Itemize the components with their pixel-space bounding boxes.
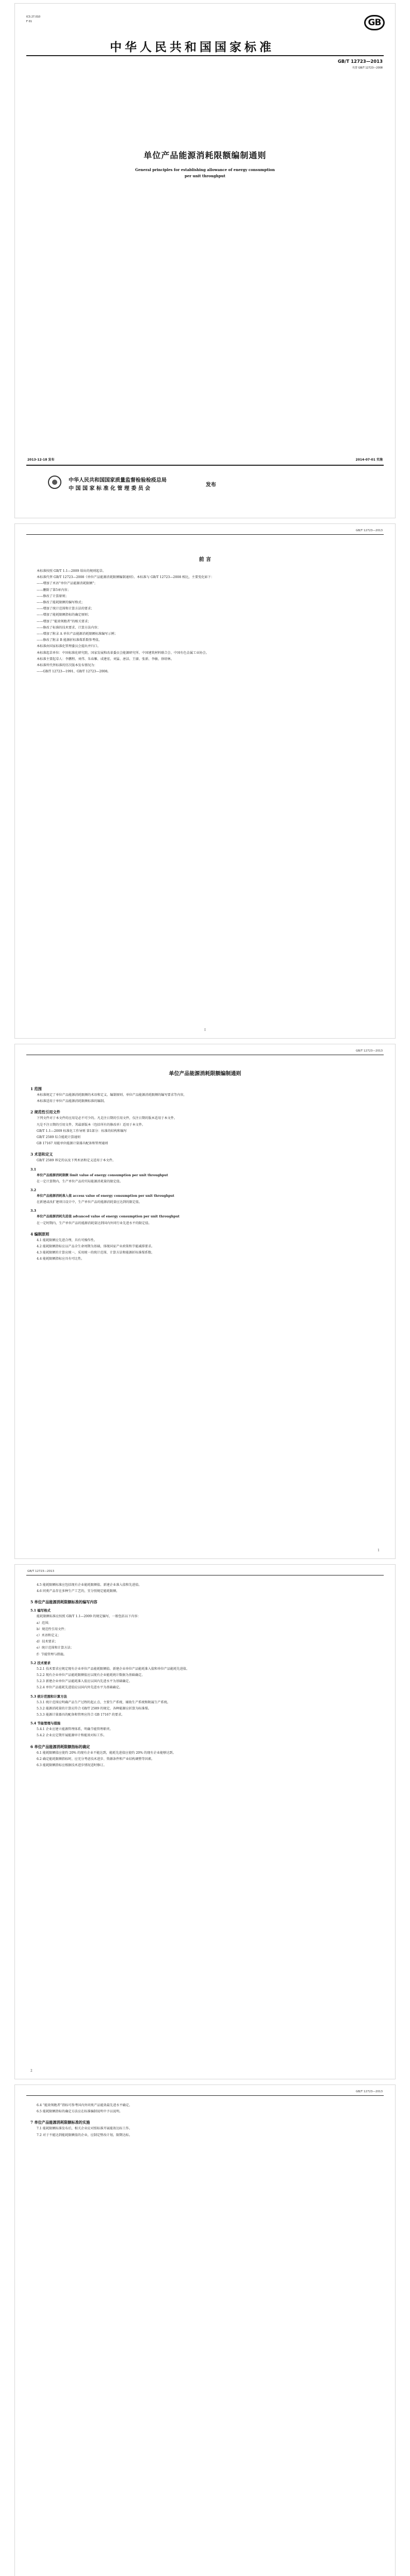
clause: 5.2.1 技术要求应规定现有企业单位产品能耗限额值、新建企业单位产品能耗准入值和单位产品能耗先进值。 xyxy=(37,1667,190,1671)
title-en-1: General principles for establishing allowance of energy consumption xyxy=(135,167,275,172)
reference: GB 17167 用能单位能源计量器具配备和管理通则 xyxy=(37,1142,108,1146)
term-name: 单位产品能源消耗限额 limit value of energy consumption per unit throughput xyxy=(37,1173,168,1177)
section-1-heading: 1 范围 xyxy=(30,1087,42,1091)
preface-list-item: ——增加了能耗限额指标的确定原则； xyxy=(37,613,91,617)
cover-bottom-rule xyxy=(26,465,384,466)
section-2-heading: 2 规范性引用文件 xyxy=(30,1110,60,1115)
preface-paragraph: 本标准代替 GB/T 12723—2008《单位产品能源消耗限额编制通则》。本标准与 GB/T 12723—2008 相比，主要变化如下： xyxy=(37,575,215,580)
paragraph: 本标准适用于单位产品能源消耗限额标准的编制。 xyxy=(37,1099,107,1104)
paragraph: 凡是不注日期的引用文件，其最新版本（包括所有的修改单）适用于本文件。 xyxy=(37,1123,145,1127)
preface-list-item: ——增加了术语“单位产品能源消耗限额”； xyxy=(37,582,97,586)
body-page-2 xyxy=(14,1564,396,2079)
header-rule xyxy=(26,2095,384,2096)
page-header: GB/T 12723—2013 xyxy=(27,1570,54,1573)
paragraph: 能耗限额标准应按照 GB/T 1.1—2009 的规定编写，一般包括以下内容： xyxy=(37,1615,141,1619)
clause: 6.1 能耗限额值应使约 20% 的现有企业不能达到，能耗先进值应使约 20% 的现有企业能够达到。 xyxy=(37,1751,176,1755)
title-en-2: per unit throughput xyxy=(185,174,225,178)
clause: 6.3 能耗限额指标应根据技术进步情况适时修订。 xyxy=(37,1764,107,1768)
preface-paragraph: 本标准起草单位：中国标准化研究院、国家发展和改革委员会能源研究所、中国建筑材料联合会、中国有色金属工业协会。 xyxy=(37,651,209,655)
title-cn: 单位产品能源消耗限额编制通则 xyxy=(143,150,267,160)
preface-paragraph: 本标准按照 GB/T 1.1—2009 给出的规则起草。 xyxy=(37,569,106,573)
term-definition: 在一定时期内，生产单位产品的能源消耗量达到国内外同行业先进水平的限定值。 xyxy=(37,1221,152,1225)
preface-page xyxy=(14,523,396,1039)
term-number: 3.3 xyxy=(30,1209,37,1213)
body-page-3 xyxy=(14,2084,396,2576)
section-6-heading: 6 单位产品能源消耗限额指标的确定 xyxy=(30,1744,90,1749)
section-3-heading: 3 术语和定义 xyxy=(30,1152,53,1157)
list-item: e）统计范围和计算方法； xyxy=(37,1646,74,1650)
preface-heading: 前 言 xyxy=(199,557,211,563)
clause: 5.4.2 企业应定期开展能源审计和能效对标工作。 xyxy=(37,1734,107,1738)
page-number: 1 xyxy=(378,1549,380,1552)
body-2-content xyxy=(30,1582,380,1769)
clause: 5.2.3 新建企业单位产品能耗准入值应以国内先进水平为基础确定。 xyxy=(37,1680,132,1684)
list-item: a）范围； xyxy=(37,1621,52,1625)
paragraph: 下列文件对于本文件的应用是必不可少的。凡是注日期的引用文件，仅注日期的版本适用于本文件。 xyxy=(37,1116,177,1121)
preface-list-item: ——增加了统计范围和计算方法的要求； xyxy=(37,607,94,611)
clause: 5.3.3 能源计量器具的配备和管理应符合 GB 17167 的要求。 xyxy=(37,1713,125,1717)
cover-page xyxy=(14,3,396,518)
body-page-1 xyxy=(14,1044,396,1559)
ics-code: ICS 27.010 xyxy=(26,15,41,19)
standard-title: 单位产品能源消耗限额编制通则 xyxy=(169,1071,241,1077)
preface-list-item: ——删除了第5章内容； xyxy=(37,588,71,592)
preface-list-item: ——修改了能耗限额的编写格式； xyxy=(37,601,85,605)
preface-list-item: ——增加了“能效领跑者”的相关要求； xyxy=(37,619,91,623)
preface-list-item: ——修改了附录 B 能源折标准煤系数参考值。 xyxy=(37,638,102,642)
preface-list-item: ——修改了计算原则； xyxy=(37,594,69,598)
body-3-content xyxy=(30,2103,380,2139)
paragraph: GB/T 2589 界定的以及下列术语和定义适用于本文件。 xyxy=(37,1159,116,1163)
subsection-heading: 5.2 技术要求 xyxy=(30,1660,51,1665)
issuer-2: 中 国 国 家 标 准 化 管 理 委 员 会 xyxy=(69,486,151,492)
section-7-heading: 7 单位产品能源消耗限额标准的实施 xyxy=(30,2120,90,2125)
replaces-text: 代替 GB/T 12723—2008 xyxy=(352,66,383,70)
standard-code: GB/T 12723—2013 xyxy=(337,59,383,64)
body-1-content xyxy=(30,1081,380,1263)
clause: 6.4 “能效领跑者”指标可参考国内外同类产品能效最先进水平确定。 xyxy=(37,2104,133,2107)
list-item: b）规范性引用文件； xyxy=(37,1627,68,1631)
clause: 6.5 能耗限额指标的确定方法应在标准编制说明中予以说明。 xyxy=(37,2110,123,2114)
preface-list-item: ——增加了附录 A 单位产品能源消耗限额标准编写示例； xyxy=(37,632,118,636)
term-definition: 在一定计算期内，生产单位产品的实际能源消耗量的限定值。 xyxy=(37,1179,123,1183)
page-header: GB/T 12723—2013 xyxy=(356,1049,383,1053)
issuer-1: 中华人民共和国国家质量监督检验检疫总局 xyxy=(69,478,167,483)
national-standard-title: 中华人民共和国国家标准 xyxy=(110,40,274,54)
clause: 5.3.1 统计范围应明确产品生产过程的起止点、主要生产系统、辅助生产系统和附属生产系统。 xyxy=(37,1700,171,1704)
preface-list-item: ——修改了标准的技术要求、计算方法内容； xyxy=(37,625,101,630)
clause: 4.2 能耗限额指标应以产品全生命周期为基础，体现国家产业政策和节能减排要求。 xyxy=(37,1245,155,1249)
term-name: 单位产品能源消耗准入值 access value of energy consumption per unit throughput xyxy=(37,1194,175,1198)
gb-logo: GB xyxy=(364,15,385,30)
paragraph: 本标准规定了单位产品能源消耗限额的术语和定义、编制原则、单位产品能源消耗限额的编写要求等内容， xyxy=(37,1093,187,1097)
clause: 5.3.2 能源消耗量的计算应符合 GB/T 2589 的规定，各种能源应折算为标准煤。 xyxy=(37,1706,152,1710)
clause: 5.2.4 单位产品能耗先进值应以国内外先进水平为基础确定。 xyxy=(37,1686,123,1690)
clause: 5.4.1 企业应建立能源管理体系，明确节能管理职责。 xyxy=(37,1727,113,1732)
clause: 4.6 同类产品存在多种生产工艺的，宜分别规定能耗限额。 xyxy=(37,1589,120,1594)
page-header: GB/T 12723—2013 xyxy=(356,2090,383,2093)
clause: 7.1 能耗限额标准发布后，相关企业应对照标准开展能效达标工作。 xyxy=(37,2127,133,2131)
term-name: 单位产品能源消耗先进值 advanced value of energy consumption per unit throughput xyxy=(37,1215,180,1219)
clause: 7.2 对于不能达到能耗限额值的企业，应制定整改计划，限期达标。 xyxy=(37,2133,133,2137)
clause: 4.3 能耗限额的计算应统一，采用统一的统计范围、计算方法和能源折标准煤系数。 xyxy=(37,1251,155,1255)
preface-paragraph: 本标准所代替标准的历次版本发布情况为： xyxy=(37,664,97,668)
issuer-emblem-icon xyxy=(48,476,61,489)
ccs-code: F 01 xyxy=(26,20,32,23)
clause: 6.2 确定能耗限额指标时，应充分考虑技术进步、资源条件和产业结构调整等因素。 xyxy=(37,1757,155,1761)
clause: 4.4 能耗限额指标应具有可比性。 xyxy=(37,1257,85,1261)
impl-date: 2014-07-01 实施 xyxy=(355,458,383,462)
clause: 4.1 能耗限额应先进合理，具有可操作性。 xyxy=(37,1238,97,1242)
clause: 4.5 能耗限额标准应包括现有企业能耗限额值、新建企业准入值和先进值。 xyxy=(37,1583,142,1587)
header-rule xyxy=(26,534,384,535)
cover-top-rule xyxy=(26,55,384,56)
subsection-heading: 5.1 编写格式 xyxy=(30,1608,51,1613)
subsection-heading: 5.3 统计范围和计算方法 xyxy=(30,1694,67,1699)
page-number: I xyxy=(204,1028,206,1032)
preface-paragraph: 本标准主要起草人：李鹏程、刘伟、朱春雁、成建宏、刘猛、唐洁、王赓、张新、李敏、徐绍林。 xyxy=(37,657,174,661)
page-number: 2 xyxy=(30,2069,32,2073)
reference: GB/T 1.1—2009 标准化工作导则 第1部分：标准的结构和编写 xyxy=(37,1129,127,1133)
preface-body xyxy=(30,568,380,675)
reference: GB/T 2589 综合能耗计算通则 xyxy=(37,1136,80,1140)
page-header: GB/T 12723—2013 xyxy=(356,529,383,532)
list-item: c）术语和定义； xyxy=(37,1634,61,1638)
term-number: 3.1 xyxy=(30,1167,37,1172)
list-item: f）节能管理与措施。 xyxy=(37,1652,67,1656)
clause: 5.2.2 现有企业单位产品能耗限额值应以现有企业能耗统计数据为基础确定。 xyxy=(37,1673,145,1677)
section-5-heading: 5 单位产品能源消耗限额标准的编写内容 xyxy=(30,1600,97,1605)
preface-paragraph: 本标准由国家标准化管理委员会提出并归口。 xyxy=(37,645,101,649)
subsection-heading: 5.4 节能管理与措施 xyxy=(30,1721,61,1726)
section-4-heading: 4 编制原则 xyxy=(30,1231,50,1236)
preface-list-item: ——GB/T 12723—1991、GB/T 12723—2008。 xyxy=(37,670,111,674)
term-definition: 在新建或改扩建项目设计中，生产单位产品的能源消耗量应达到的限定值。 xyxy=(37,1200,142,1205)
issue-date: 2013-12-18 发布 xyxy=(27,458,55,462)
term-number: 3.2 xyxy=(30,1188,37,1193)
list-item: d）技术要求； xyxy=(37,1640,58,1644)
issued-label: 发布 xyxy=(206,482,216,488)
